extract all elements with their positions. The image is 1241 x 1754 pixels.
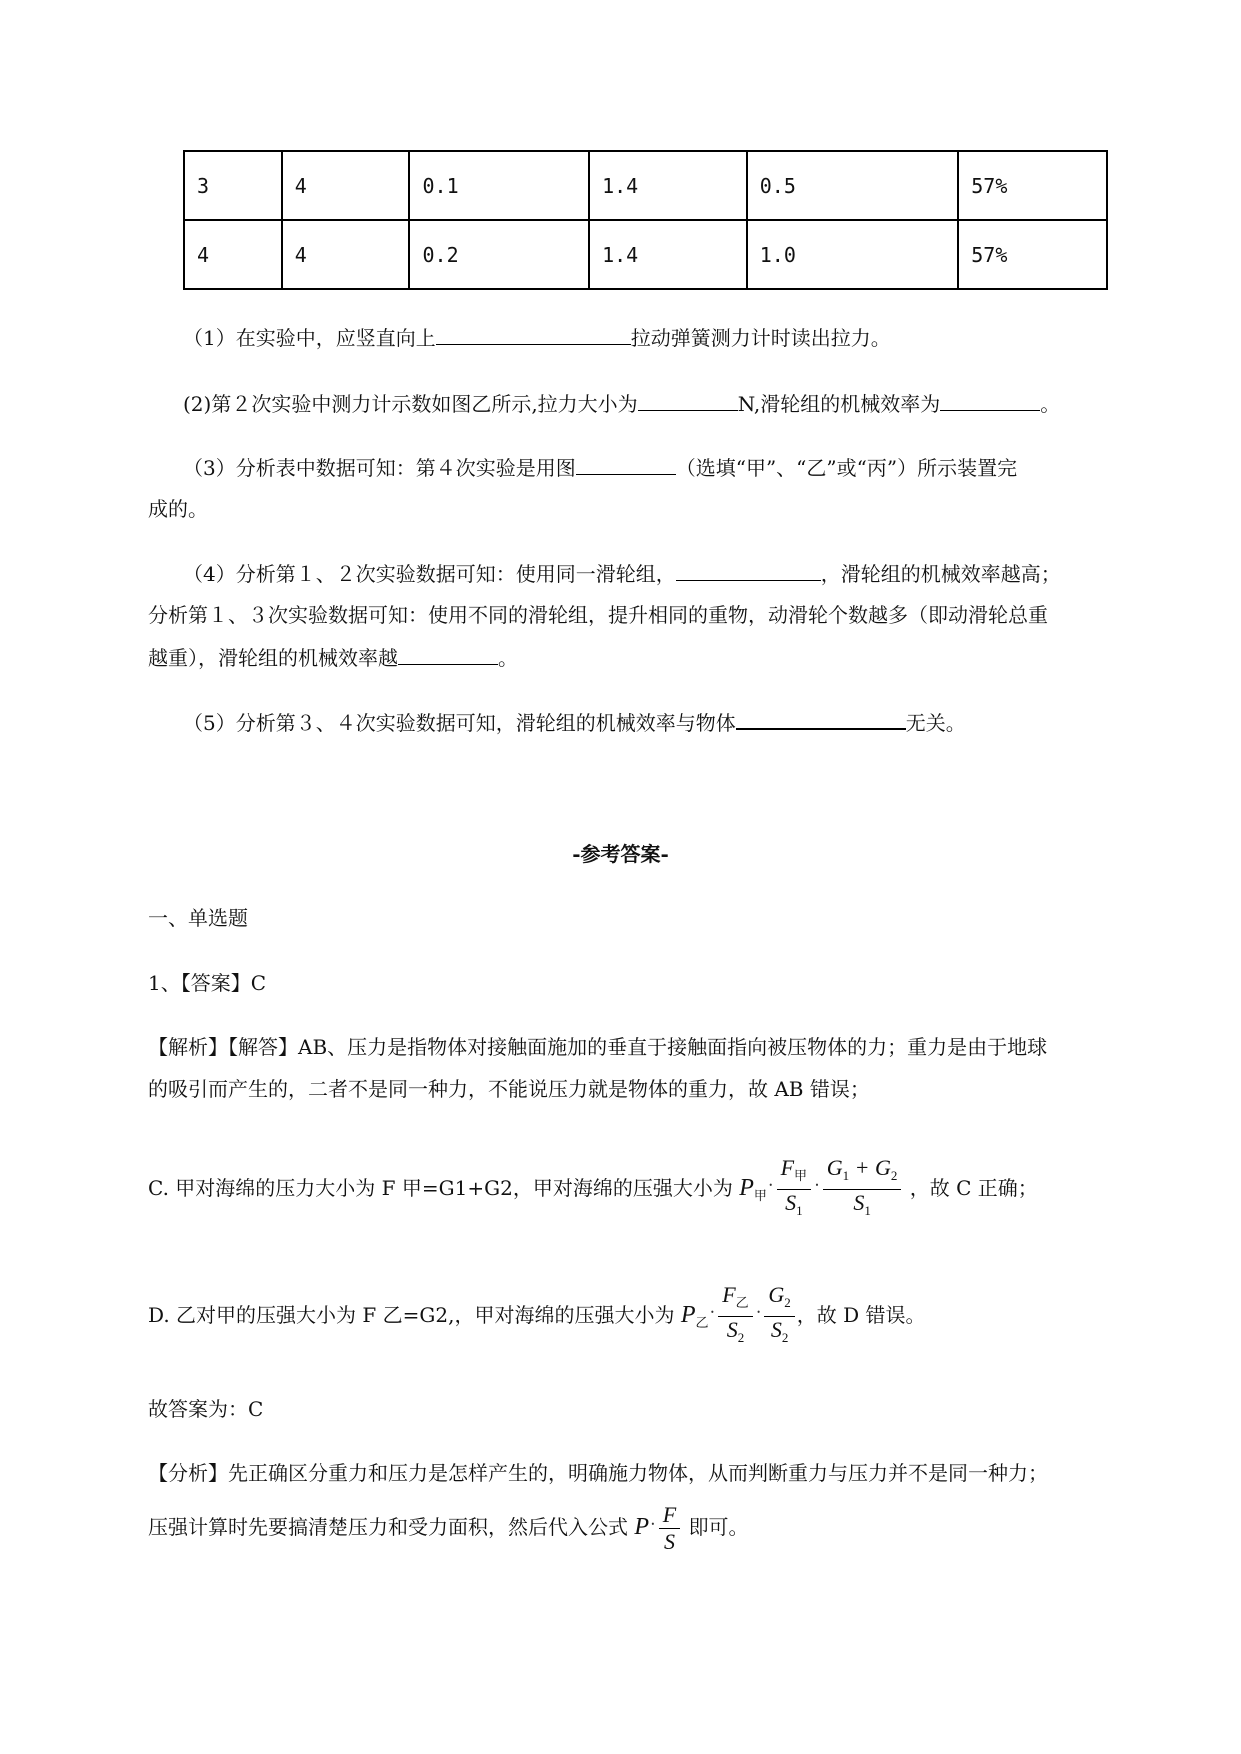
- question-5: （5）分析第３、４次实验数据可知，滑轮组的机械效率与物体 无关。: [183, 706, 1193, 738]
- question-4: （4）分析第１、２次实验数据可知：使用同一滑轮组， ，滑轮组的机械效率越高；: [183, 558, 1193, 589]
- analysis-line-2: 的吸引而产生的，二者不是同一种力，不能说压力就是物体的重力，故 AB 错误；: [148, 1077, 870, 1101]
- table-cell: 57%: [958, 220, 1107, 289]
- pressure-formula-c: $P_甲$: [739, 1175, 767, 1203]
- table-cell: 1.4: [589, 151, 747, 220]
- table-cell: 4: [282, 220, 410, 289]
- question-1: （1）在实验中，应竖直向上 拉动弹簧测力计时读出拉力。: [183, 322, 1193, 353]
- answer-blank: [398, 642, 498, 665]
- table-cell: 1.4: [589, 220, 747, 289]
- table-cell: 4: [282, 151, 410, 220]
- fraction: $\frac{F}{S}$: [659, 1502, 680, 1555]
- question-3-cont: 成的。: [148, 497, 208, 521]
- table-cell: 4: [184, 220, 282, 289]
- question-4-line2: 分析第１、３次实验数据可知：使用不同的滑轮组，提升相同的重物，动滑轮个数越多（即动滑轮总重: [148, 603, 1048, 627]
- fenxi-line-2: 压强计算时先要搞清楚压力和受力面积，然后代入公式 P $^ꞏ$ $\frac{F}{S}$ 即可。: [148, 1502, 749, 1554]
- experiment-table: [183, 150, 1108, 290]
- option-d-explanation: D. 乙对甲的压强大小为 F 乙=G2,，甲对海绵的压强大小为 $P_乙^ꞏ$ $\frac{F_乙}{S_2}$ $^ꞏ$ $\frac{G_2}{S_2}$ ，故 D 错误。: [148, 1282, 1158, 1351]
- answer-blank: [940, 388, 1040, 411]
- table-row: [184, 151, 1107, 220]
- fraction: $\frac{F_乙}{S_2}$: [718, 1282, 752, 1351]
- pressure-formula-d: $P_乙$: [680, 1302, 709, 1330]
- answer-blank: [576, 452, 676, 475]
- fraction: $\frac{F_甲}{S_1}$: [777, 1155, 811, 1224]
- question-3: （3）分析表中数据可知：第４次实验是用图 （选填“甲”、“乙”或“丙”）所示装置完: [183, 452, 1193, 483]
- answer-blank: [736, 706, 906, 730]
- table-cell: 0.2: [409, 220, 589, 289]
- answer-blank: [676, 558, 821, 581]
- question-4-line3: 越重），滑轮组的机械效率越 。: [148, 642, 1158, 673]
- fraction: $\frac{G_2}{S_2}$: [764, 1282, 794, 1351]
- analysis-line-1: 【解析】【解答】AB、压力是指物体对接触面施加的垂直于接触面指向被压物体的力；重力是由于地球: [148, 1035, 1048, 1059]
- answer-blank: [436, 322, 631, 345]
- answers-title: -参考答案-: [572, 842, 669, 866]
- table-row: [184, 220, 1107, 289]
- pressure-formula-general: P: [634, 1514, 650, 1540]
- fraction: $\frac{G_1 + G_2}{S_1}$: [823, 1155, 902, 1224]
- table-cell: 0.5: [747, 151, 959, 220]
- section-heading: 一、单选题: [148, 906, 248, 930]
- table-cell: 0.1: [409, 151, 589, 220]
- table-cell: 57%: [958, 151, 1107, 220]
- answer-blank: [638, 388, 738, 411]
- option-c-explanation: C. 甲对海绵的压力大小为 F 甲=G1+G2，甲对海绵的压强大小为 $P_甲^ꞏ$ $\frac{F_甲}{S_1}$ $^ꞏ$ $\frac{G_1 + G_2}{S_1}$ ，故 C 正确；: [148, 1155, 1158, 1224]
- fenxi-line-1: 【分析】先正确区分重力和压力是怎样产生的，明确施力物体，从而判断重力与压力并不是同一种力；: [148, 1461, 1048, 1485]
- table-cell: 1.0: [747, 220, 959, 289]
- answer-conclusion: 故答案为：C: [148, 1397, 264, 1421]
- table-cell: 3: [184, 151, 282, 220]
- question-2: (2)第２次实验中测力计示数如图乙所示,拉力大小为 N,滑轮组的机械效率为 。: [183, 388, 1193, 419]
- answer-1: 1、【答案】C: [148, 971, 267, 995]
